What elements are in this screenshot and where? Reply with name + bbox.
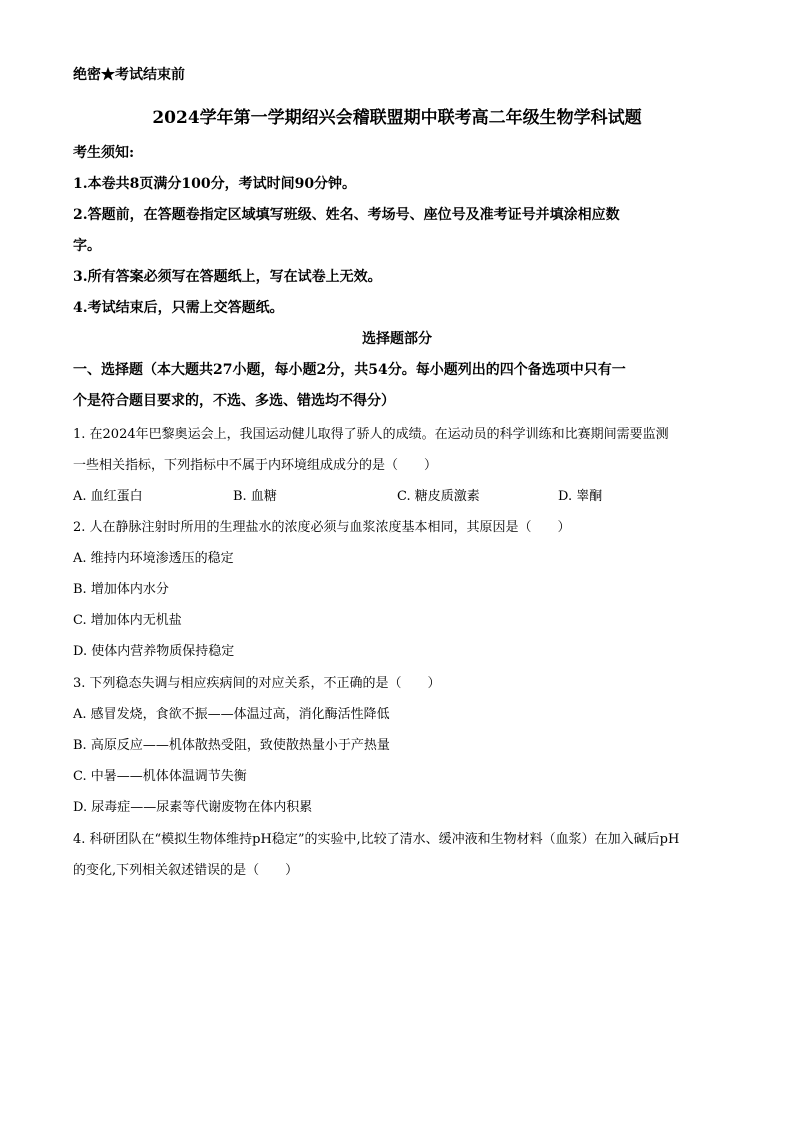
option-c: C. 增加体内无机盐 — [73, 613, 182, 628]
question-stem: 2. 人在静脉注射时所用的生理盐水的浓度必须与血浆浓度基本相同，其原因是（ ） — [73, 520, 571, 535]
notice-item: 4.考试结束后，只需上交答题纸。 — [73, 300, 284, 316]
confidential-label: 绝密★考试结束前 — [73, 67, 185, 83]
option-b: B. 血糖 — [233, 489, 277, 504]
section-instruction: 一、选择题（本大题共27小题，每小题2分，共54分。每小题列出的四个备选项中只有一 — [73, 362, 626, 378]
notice-item: 3.所有答案必须写在答题纸上，写在试卷上无效。 — [73, 269, 382, 285]
question-stem: 4. 科研团队在“模拟生物体维持pH稳定”的实验中,比较了清水、缓冲液和生物材料（血浆）在加入碱后pH — [73, 832, 680, 847]
option-b: B. 高原反应——机体散热受阻，致使散热量小于产热量 — [73, 738, 390, 753]
option-d: D. 睾酮 — [558, 489, 603, 504]
option-a: A. 血红蛋白 — [73, 489, 143, 504]
section-instruction: 个是符合题目要求的，不选、多选、错选均不得分） — [73, 393, 395, 409]
notice-heading: 考生须知: — [73, 145, 135, 161]
notice-item: 字。 — [73, 238, 101, 254]
question-stem: 3. 下列稳态失调与相应疾病间的对应关系，不正确的是（ ） — [73, 676, 441, 691]
question-stem: 一些相关指标，下列指标中不属于内环境组成成分的是（ ） — [73, 458, 438, 473]
question-stem: 的变化,下列相关叙述错误的是（ ） — [73, 863, 299, 878]
option-a: A. 维持内环境渗透压的稳定 — [73, 551, 234, 566]
section-title: 选择题部分 — [362, 331, 432, 347]
notice-item: 2.答题前，在答题卷指定区域填写班级、姓名、考场号、座位号及准考证号并填涂相应数 — [73, 207, 620, 223]
option-a: A. 感冒发烧，食欲不振——体温过高，消化酶活性降低 — [73, 707, 390, 722]
option-b: B. 增加体内水分 — [73, 582, 169, 597]
option-c: C. 中暑——机体体温调节失衡 — [73, 769, 247, 784]
page-title: 2024学年第一学期绍兴会稽联盟期中联考高二年级生物学科试题 — [152, 108, 642, 128]
question-stem: 1. 在2024年巴黎奥运会上，我国运动健儿取得了骄人的成绩。在运动员的科学训练和比赛期间需要监测 — [73, 427, 669, 442]
notice-item: 1.本卷共8页满分100分，考试时间90分钟。 — [73, 176, 357, 192]
option-d: D. 尿毒症——尿素等代谢废物在体内积累 — [73, 800, 313, 815]
option-d: D. 使体内营养物质保持稳定 — [73, 644, 235, 659]
option-c: C. 糖皮质激素 — [397, 489, 480, 504]
